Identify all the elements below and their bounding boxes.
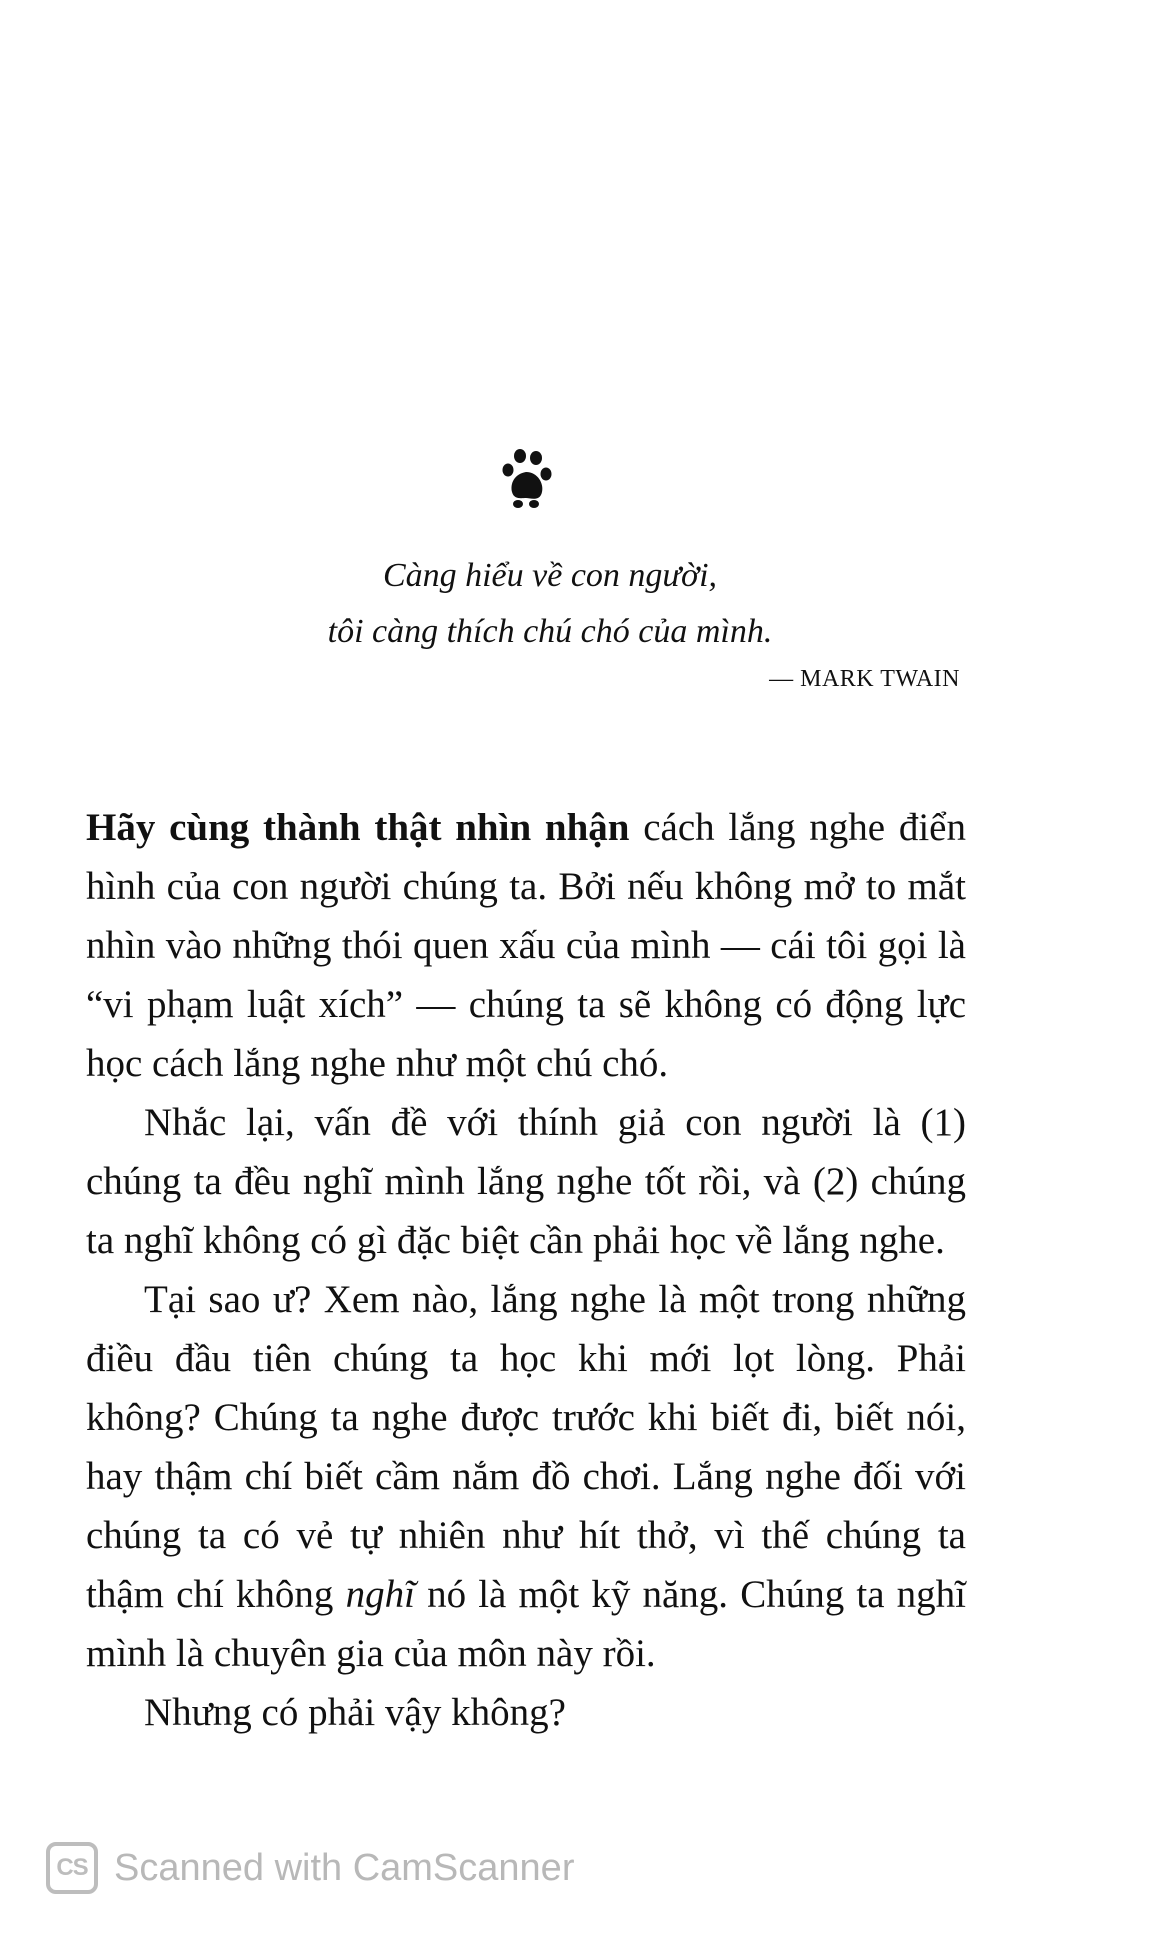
paragraph-1 bbox=[86, 798, 966, 1093]
paragraph-4: Nhưng có phải vậy không? bbox=[144, 1691, 566, 1734]
paragraph-3-text-a: Tại sao ư? Xem nào, lắng nghe là một trong những điều đầu tiên chúng ta học khi mới lọt lòng. Phải không? Chúng ta nghe được trước khi biết đi, biết nói, hay thậm chí biết cầm nắm đồ chơi. Lắng nghe đối với chúng ta có vẻ tự nhiên như hít thở, vì thế chúng ta thậm chí không bbox=[86, 1278, 966, 1616]
paragraph-3-italic: nghĩ bbox=[345, 1573, 415, 1616]
paragraph-3-text-b: nó là một kỹ năng. Chúng ta nghĩ mình là chuyên gia của môn này rồi. bbox=[86, 1573, 966, 1675]
camscanner-logo-icon: CS bbox=[46, 1842, 98, 1894]
epigraph bbox=[230, 548, 870, 660]
body-text bbox=[86, 798, 966, 1742]
epigraph-attribution: — MARK TWAIN bbox=[769, 666, 960, 692]
epigraph-line-2: tôi càng thích chú chó của mình. bbox=[327, 613, 773, 650]
paragraph-1-text: cách lắng nghe điển hình của con người chúng ta. Bởi nếu không mở to mắt nhìn vào những thói quen xấu của mình — cái tôi gọi là “vi phạm luật xích” — chúng ta sẽ không có động lực học cách lắng nghe như một chú chó. bbox=[86, 806, 966, 1085]
watermark-text: Scanned with CamScanner bbox=[114, 1846, 575, 1889]
paragraph-2: Nhắc lại, vấn đề với thính giả con người là (1) chúng ta đều nghĩ mình lắng nghe tốt rồi, và (2) chúng ta nghĩ không có gì đặc biệt cần phải học về lắng nghe. bbox=[86, 1101, 966, 1262]
scanner-watermark bbox=[46, 1840, 574, 1896]
epigraph-line-1: Càng hiểu về con người, bbox=[382, 557, 718, 594]
paw-print-icon bbox=[496, 448, 556, 510]
paragraph-1-bold-lead: Hãy cùng thành thật nhìn nhận bbox=[86, 806, 630, 849]
paragraph-3 bbox=[86, 1270, 966, 1683]
